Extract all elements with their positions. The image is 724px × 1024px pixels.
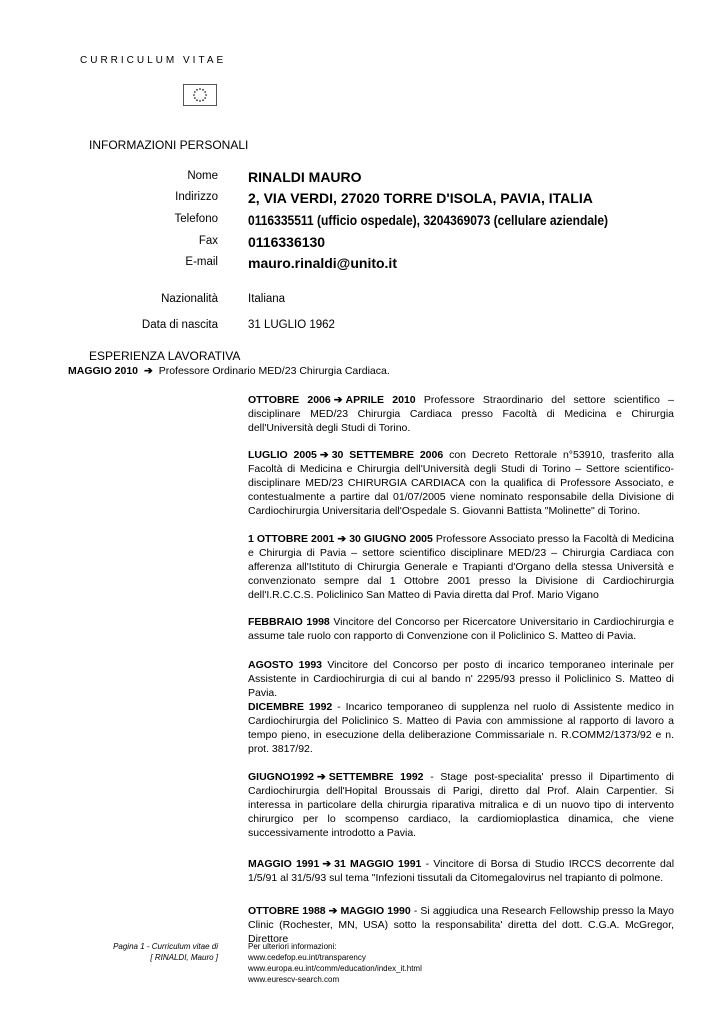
experience-entry-end-date: 31 MAGGIO 1991 [334,858,422,870]
fax-value: 0116336130 [248,234,326,250]
experience-entry-text: - Stage post-specialita' presso il Dipartimento di Cardiochirurgia dell'Hopital Broussais di Parigi, diretto dal Prof. Alain Carpentier. Si interessa in particolare della chirurgia riparativa mitralica e di un nuovo tipo di intervento chirurgico per lo scompenso cardiaco, la cardiomioplastica dinamica, che viene successivamente introdotto a Pavia. [248,771,674,839]
experience-entry-text: - Vincitore di Borsa di Studio IRCCS decorrente dal 1/5/91 al 31/5/93 sul tema "Infezioni tissutali da Citomegalovirus nel trapianto di polmone. [248,858,675,884]
experience-first-text: Professore Ordinario MED/23 Chirurgia Cardiaca. [158,365,390,377]
experience-entry [248,857,674,885]
eu-flag-icon [183,84,217,106]
birth-value: 31 LUGLIO 1962 [248,319,335,331]
experience-entry-start-date: OTTOBRE 1988 [248,905,326,917]
experience-entry-text: Professore Straordinario del settore scientifico – disciplinare MED/23 Chirurgia Cardiaca presso Facoltà di Medicina e Chirurgia dell'Università degli Studi di Torino. [248,394,674,434]
arrow-right-icon: ➔ [316,771,326,783]
experience-entry-text: Vincitore del Concorso per posto di incarico temporaneo interinale per Assistente in Cardiochirurgia di cui al bando n' 2295/93 presso il Policlinico S. Matteo di Pavia. [248,659,675,699]
experience-entry [248,393,674,435]
experience-entry [248,700,674,756]
footer-info-heading: Per ulteriori informazioni: [248,942,337,951]
experience-entry [248,615,674,643]
phone-label: Telefono [174,213,218,225]
email-label: E-mail [185,256,218,268]
footer-links [248,941,422,985]
experience-entry-start-date: MAGGIO 1991 [248,858,320,870]
footer-page-line: Pagina 1 - Curriculum vitae di [113,942,218,951]
address-value: 2, VIA VERDI, 27020 TORRE D'ISOLA, PAVIA, ITALIA [248,190,593,206]
cv-title: CURRICULUM VITAE [80,55,227,66]
experience-entry [248,770,674,840]
arrow-right-icon: ➔ [328,905,338,917]
experience-entry-end-date: 30 SETTEMBRE 2006 [331,449,444,461]
experience-first-entry [68,365,390,377]
phone-value: 0116335511 (ufficio ospedale), 3204369073 (cellulare aziendale) [248,212,609,228]
experience-entry [248,904,674,946]
email-value: mauro.rinaldi@unito.it [248,255,397,271]
experience-entry [248,532,674,602]
arrow-right-icon: ➔ [322,858,332,870]
experience-entry-text: Professore Associato presso la Facoltà di Medicina e Chirurgia di Pavia – settore scientifico disciplinare MED/23 – Chirurgia Cardiaca con afferenza all'Istituto di Chirurgia Generale e Trapianti d'Organo della stessa Università e convenzionato sempre dal 1 Ottobre 2001 presso la Divisione di Cardiochirurgia dell'I.R.C.C.S. Policlinico San Matteo di Pavia diretta dal Prof. Mario Vigano [248,533,674,601]
arrow-right-icon: ➔ [337,533,347,545]
experience-entry-text: - Si aggiudica una Research Fellowship presso la Mayo Clinic (Rochester, MN, USA) sotto la responsabilita' diretta del dott. C.G.A. McGregor, Direttore [248,905,674,945]
arrow-right-icon: ➔ [143,365,153,377]
experience-first-date: MAGGIO 2010 [68,365,139,377]
experience-entry-start-date: DICEMBRE 1992 [248,701,333,713]
experience-section-title: ESPERIENZA LAVORATIVA [89,349,241,363]
experience-entry-text: con Decreto Rettorale n°53910, trasferito alla Facoltà di Medicina e Chirurgia dell'Università degli Studi di Torino – Settore scientifico-disciplinare MED/23 CHIRURGIA CARDIACA con la qualifica di Professore Associato, e contestualmente a partire dal 01/07/2005 viene nominato responsabile della Divisione di Cardiochirurgia Universitaria dell'Ospedale S. Giovanni Battista "Molinette" di Torino. [248,449,674,517]
experience-entry-start-date: 1 OTTOBRE 2001 [248,533,335,545]
footer-page-info [0,941,218,963]
experience-entry-start-date: FEBBRAIO 1998 [248,616,330,628]
experience-entry [248,448,674,518]
experience-entry-text: Vincitore del Concorso per Ricercatore Universitario in Cardiochirurgia e assume tale ruolo con rapporto di Convenzione con il Policlinico S. Matteo di Pavia. [248,616,675,642]
nationality-label: Nazionalità [161,293,218,305]
name-value: RINALDI MAURO [248,169,362,185]
experience-entry-start-date: AGOSTO 1993 [248,659,323,671]
personal-section-title: INFORMAZIONI PERSONALI [89,138,249,152]
experience-entry-end-date: APRILE 2010 [345,394,416,406]
footer-link-eurescv[interactable]: www.eurescv-search.com [248,975,340,984]
birth-label: Data di nascita [141,319,218,331]
footer-link-cedefop[interactable]: www.cedefop.eu.int/transparency [248,953,366,962]
experience-entry-end-date: MAGGIO 1990 [340,905,411,917]
experience-entry-start-date: OTTOBRE 2006 [248,394,331,406]
experience-entry-end-date: 30 GIUGNO 2005 [349,533,433,545]
address-label: Indirizzo [175,191,218,203]
nationality-value: Italiana [248,293,286,305]
experience-entry-end-date: SETTEMBRE 1992 [328,771,424,783]
name-label: Nome [187,170,218,182]
arrow-right-icon: ➔ [319,449,329,461]
experience-entry-text: - Incarico temporaneo di supplenza nel ruolo di Assistente medico in Cardiochirurgia del Policlinico S. Matteo di Pavia con ammissione al rapporto di lavoro a tempo pieno, in esecuzione della deliberazione Commissariale n. R.COMM2/1373/92 e n. prot. 3817/92. [248,701,674,755]
experience-entry-start-date: GIUGNO1992 [248,771,314,783]
experience-entry-start-date: LUGLIO 2005 [248,449,317,461]
fax-label: Fax [198,235,218,247]
experience-entry [248,658,674,700]
footer-name-line: [ RINALDI, Mauro ] [150,953,218,962]
footer-link-europa[interactable]: www.europa.eu.int/comm/education/index_it.html [248,964,422,973]
arrow-right-icon: ➔ [333,394,343,406]
